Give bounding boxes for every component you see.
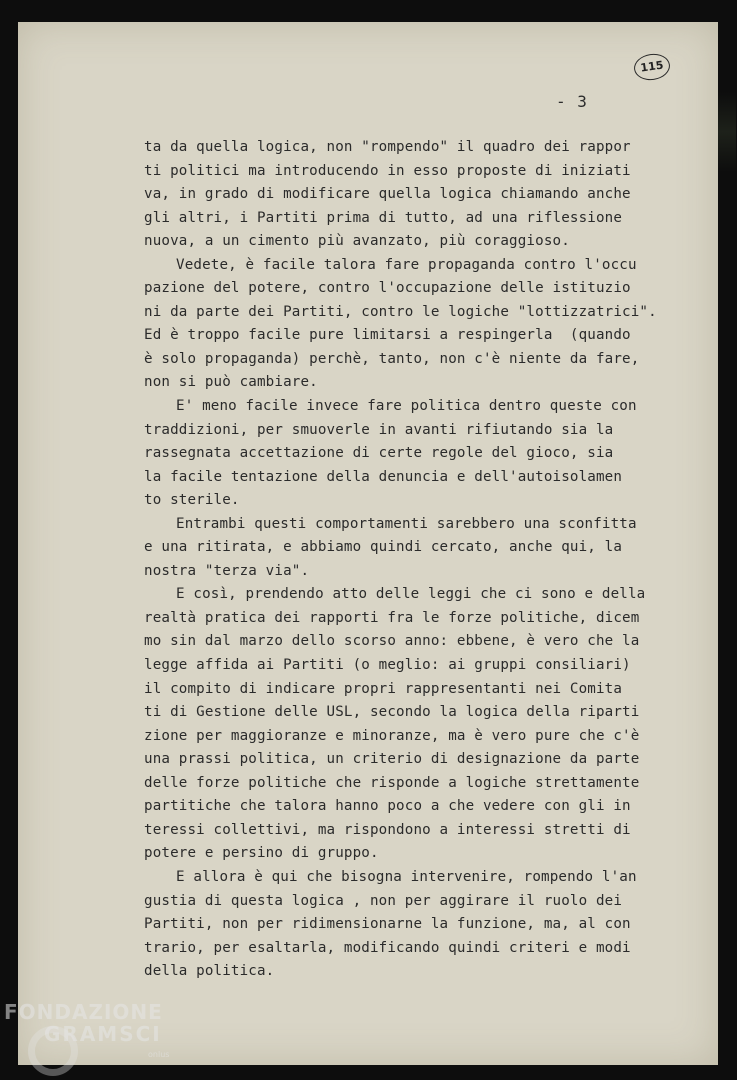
text-line: non si può cambiare. bbox=[144, 374, 318, 391]
text-line: Vedete, è facile talora fare propaganda contro l'occu bbox=[176, 256, 637, 273]
typewritten-body bbox=[144, 136, 657, 984]
text-line: to sterile. bbox=[144, 492, 240, 509]
text-line: nuova, a un cimento più avanzato, più coraggioso. bbox=[144, 233, 570, 250]
text-line: partitiche che talora hanno poco a che vedere con gli in bbox=[144, 798, 631, 815]
text-line: trario, per esaltarla, modificando quindi criteri e modi bbox=[144, 939, 631, 956]
page-number: - 3 bbox=[556, 92, 588, 111]
text-line: ti politici ma introducendo in esso proposte di iniziati bbox=[144, 162, 631, 179]
text-line: gustia di questa logica , non per aggirare il ruolo dei bbox=[144, 892, 623, 909]
text-line: mo sin dal marzo dello scorso anno: ebbene, è vero che la bbox=[144, 633, 640, 650]
text-line: potere e persino di gruppo. bbox=[144, 845, 379, 862]
text-line: la facile tentazione della denuncia e dell'autoisolamen bbox=[144, 468, 623, 485]
text-line: ni da parte dei Partiti, contro le logiche "lottizzatrici". bbox=[144, 303, 657, 320]
text-line: va, in grado di modificare quella logica chiamando anche bbox=[144, 186, 631, 203]
text-line: realtà pratica dei rapporti fra le forze politiche, dicem bbox=[144, 609, 640, 626]
watermark-line-3: onlus bbox=[148, 1050, 170, 1059]
text-line: e una ritirata, e abbiamo quindi cercato, anche qui, la bbox=[144, 539, 623, 556]
text-line: Ed è troppo facile pure limitarsi a respingerla (quando bbox=[144, 327, 631, 344]
text-line: delle forze politiche che risponde a logiche strettamente bbox=[144, 774, 640, 791]
text-line: traddizioni, per smuoverle in avanti rifiutando sia la bbox=[144, 421, 614, 438]
text-line: E così, prendendo atto delle leggi che ci sono e della bbox=[176, 586, 646, 603]
text-line: pazione del potere, contro l'occupazione delle istituzio bbox=[144, 280, 631, 297]
text-line: gli altri, i Partiti prima di tutto, ad una riflessione bbox=[144, 209, 623, 226]
archive-number-stamp: 115 bbox=[632, 52, 671, 83]
watermark-line-2: GRAMSCI bbox=[44, 1022, 162, 1046]
text-line: ta da quella logica, non "rompendo" il quadro dei rappor bbox=[144, 139, 631, 155]
text-line: rassegnata accettazione di certe regole del gioco, sia bbox=[144, 445, 614, 462]
text-line: zione per maggioranze e minoranze, ma è vero pure che c'è bbox=[144, 727, 640, 744]
text-line: nostra "terza via". bbox=[144, 562, 310, 579]
watermark-line-1: FONDAZIONE bbox=[4, 1000, 163, 1024]
text-line: ti di Gestione delle USL, secondo la logica della riparti bbox=[144, 704, 640, 721]
text-line: E' meno facile invece fare politica dentro queste con bbox=[176, 398, 637, 415]
text-line: della politica. bbox=[144, 963, 275, 980]
text-line: teressi collettivi, ma rispondono a interessi stretti di bbox=[144, 821, 631, 838]
fondazione-gramsci-watermark bbox=[4, 996, 194, 1076]
text-line: Partiti, non per ridimensionarne la funzione, ma, al con bbox=[144, 916, 631, 933]
text-line: legge affida ai Partiti (o meglio: ai gruppi consiliari) bbox=[144, 657, 631, 674]
paper-stain bbox=[718, 92, 736, 172]
text-line: è solo propaganda) perchè, tanto, non c'è niente da fare, bbox=[144, 350, 640, 367]
text-line: il compito di indicare propri rappresentanti nei Comita bbox=[144, 680, 623, 697]
text-line: una prassi politica, un criterio di designazione da parte bbox=[144, 751, 640, 768]
text-line: Entrambi questi comportamenti sarebbero una sconfitta bbox=[176, 515, 637, 532]
text-line: E allora è qui che bisogna intervenire, rompendo l'an bbox=[176, 868, 637, 885]
